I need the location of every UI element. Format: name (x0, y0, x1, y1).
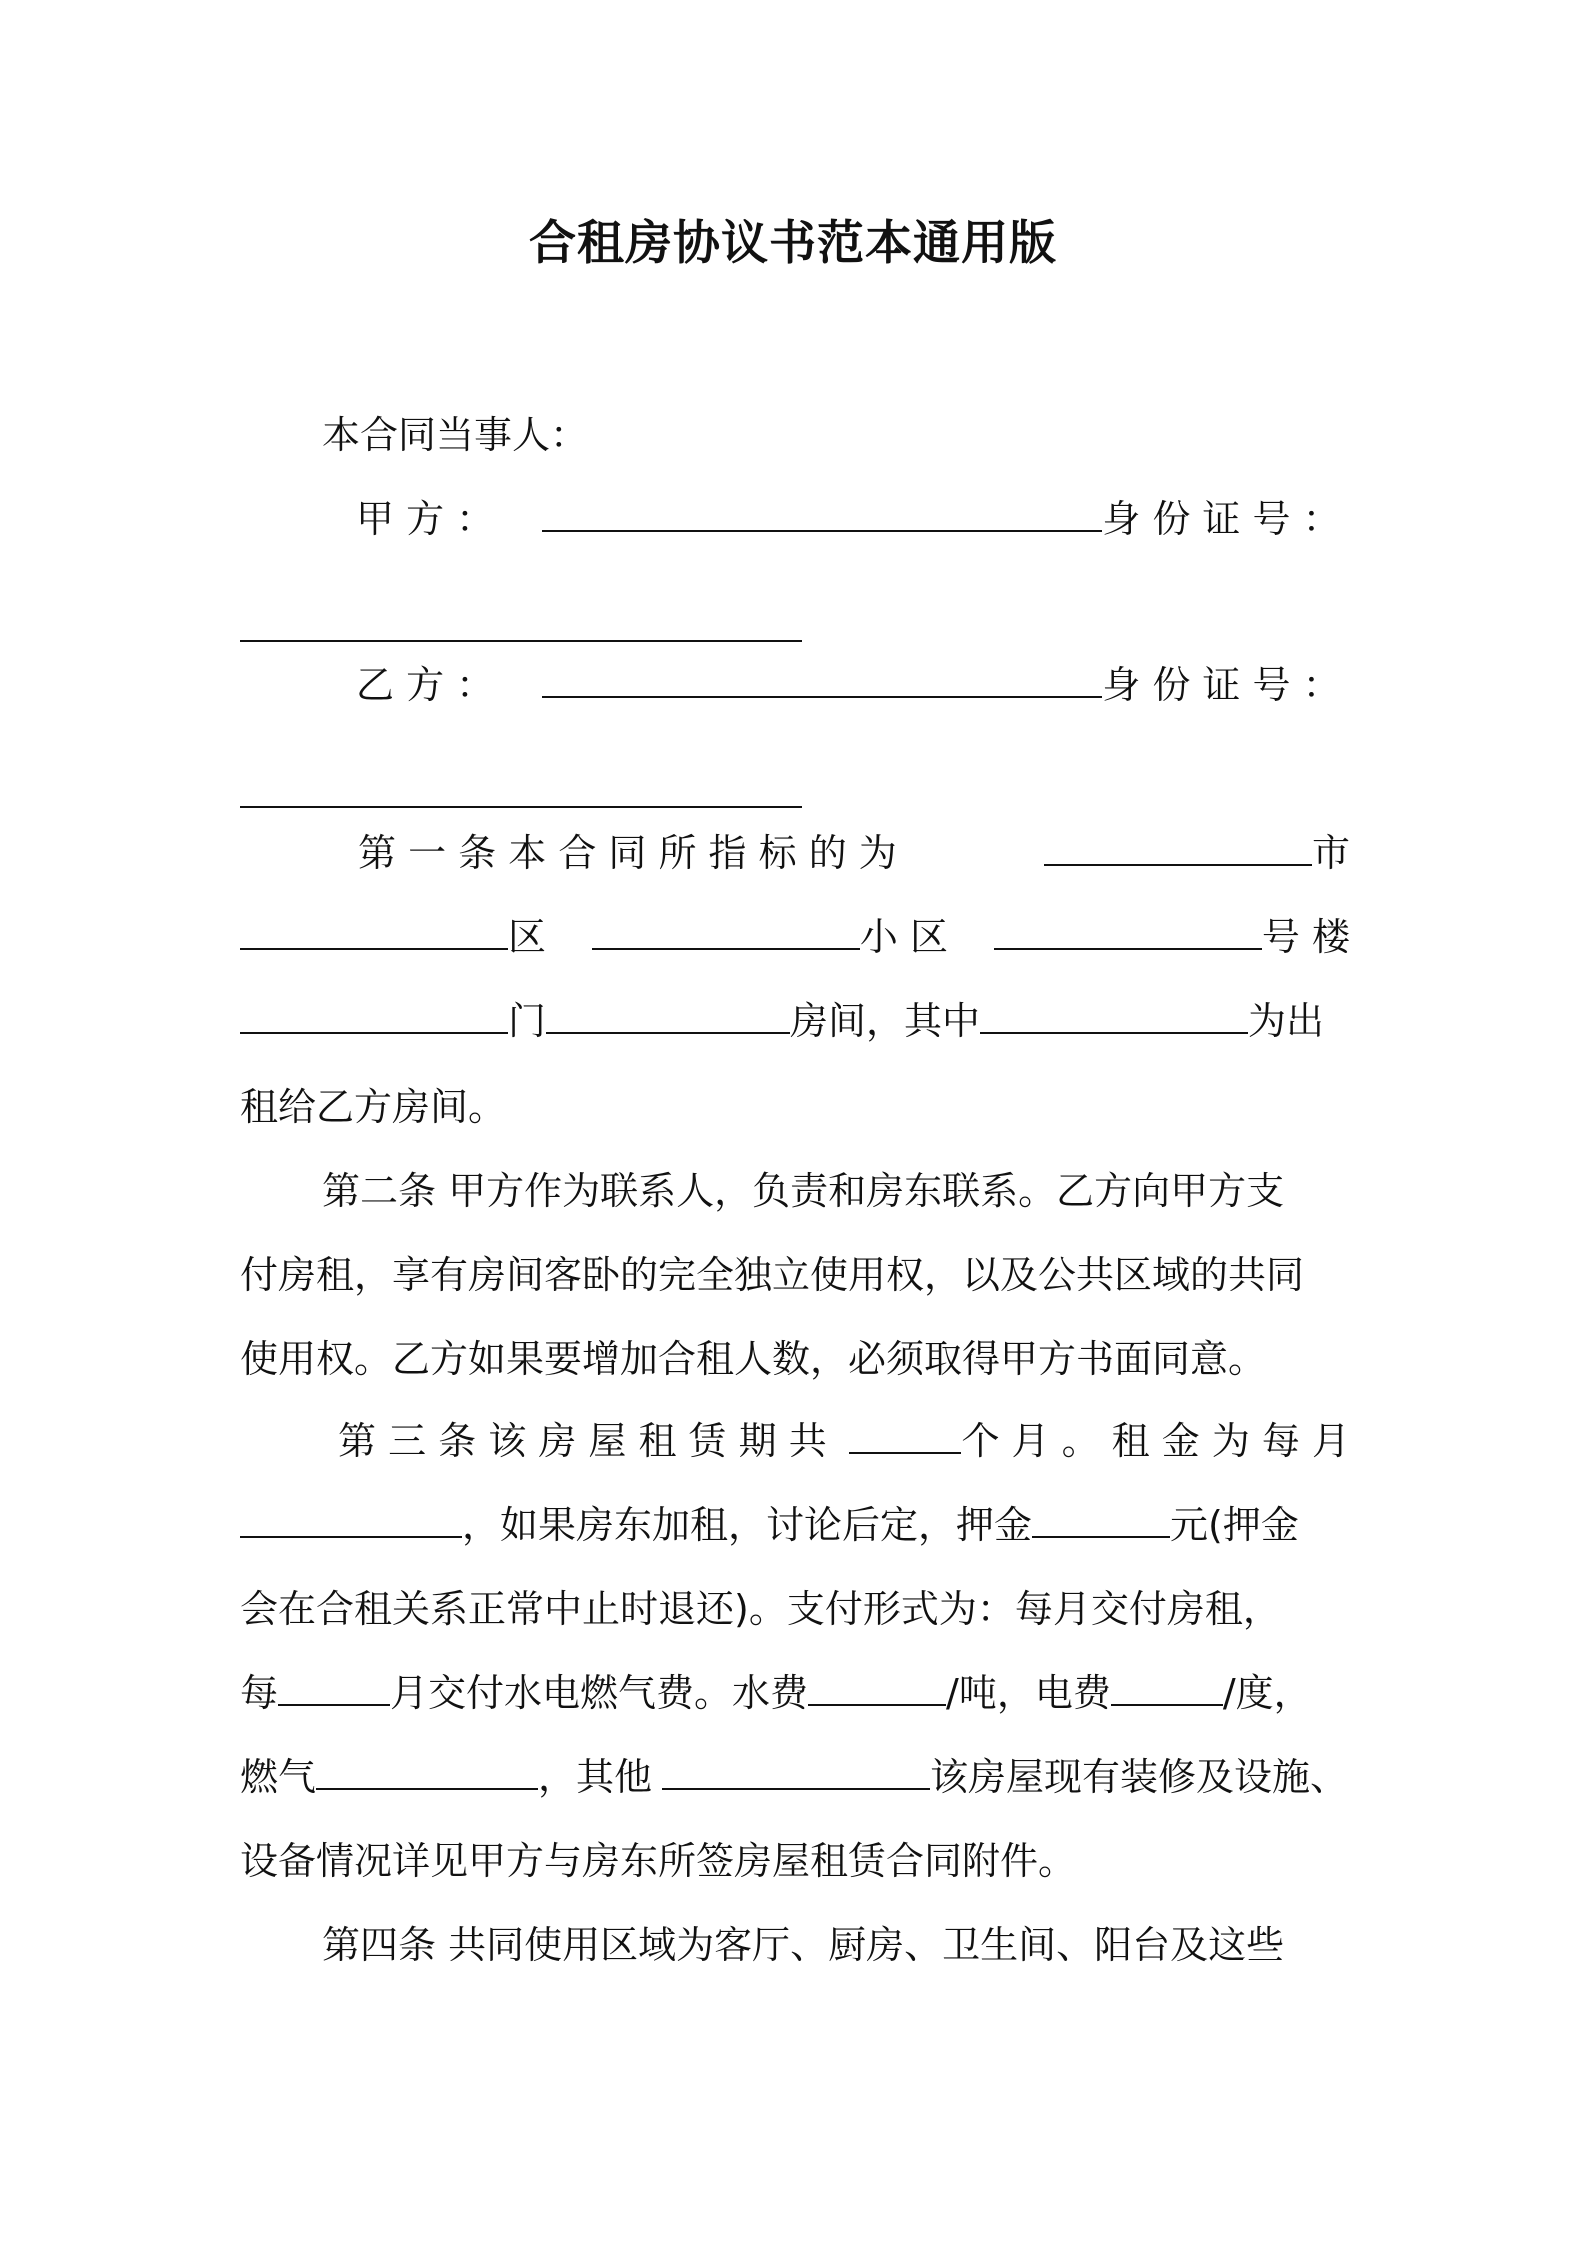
gas-label: 燃气 (240, 1755, 317, 1799)
door-label: 门 (508, 999, 547, 1043)
building-label: 号 楼 (1261, 915, 1350, 959)
district-blank (240, 914, 508, 950)
article-1-line-4: 租给乙方房间。 (240, 1085, 507, 1129)
party-b-label: 乙 方 ： (356, 663, 495, 707)
party-b-name-blank (542, 662, 1102, 698)
city-label: 市 (1311, 831, 1350, 875)
article-2-line-1: 第二条 甲方作为联系人，负责和房东联系。乙方向甲方支 (322, 1169, 1285, 1213)
other-fee-blank (662, 1754, 930, 1790)
article-1-line-1 (358, 826, 1350, 880)
district-label: 区 (508, 915, 547, 959)
document-title: 合租房协议书范本通用版 (529, 216, 1057, 271)
monthly-rent-blank (240, 1502, 462, 1538)
power-fee-blank (1111, 1670, 1223, 1706)
utility-months-blank (278, 1670, 390, 1706)
lease-months-label: 个 月 。 租 金 为 每 月 (961, 1419, 1350, 1463)
article-3-line-5 (240, 1750, 1350, 1804)
deposit-blank (1032, 1502, 1170, 1538)
article-3-line-1 (338, 1414, 1350, 1468)
equipment-label: 该房屋现有装修及设施、 (930, 1755, 1349, 1799)
party-a-id-label: 身 份 证 号 ： (1102, 497, 1341, 541)
water-unit-label: /吨，电费 (946, 1671, 1111, 1715)
article-2-line-3: 使用权。乙方如果要增加合租人数，必须取得甲方书面同意。 (240, 1337, 1267, 1381)
deposit-unit-label: 元(押金 (1170, 1503, 1299, 1547)
water-fee-blank (808, 1670, 946, 1706)
every-label: 每 (240, 1671, 279, 1715)
article-1-line-2 (240, 910, 1350, 964)
lease-months-blank (849, 1418, 961, 1454)
article-1-lead: 第 一 条 本 合 同 所 指 标 的 为 (358, 831, 897, 875)
article-3-line-6: 设备情况详见甲方与房东所签房屋租赁合同附件。 (240, 1839, 1077, 1883)
party-a-id-blank (240, 606, 802, 642)
party-a-id-line (240, 602, 1350, 656)
city-blank (1044, 830, 1312, 866)
gas-fee-blank (316, 1754, 538, 1790)
party-b-line (356, 658, 1466, 712)
article-3-line-3: 会在合租关系正常中止时退还)。支付形式为：每月交付房租， (240, 1587, 1281, 1631)
article-1-line-3 (240, 994, 1350, 1048)
party-a-name-blank (542, 496, 1102, 532)
article-3-lead: 第 三 条 该 房 屋 租 赁 期 共 (338, 1419, 827, 1463)
community-blank (592, 914, 860, 950)
article-3-line-4 (240, 1666, 1350, 1720)
party-b-id-line (240, 768, 1350, 822)
power-unit-label: /度， (1222, 1671, 1312, 1715)
rent-raise-label: ，如果房东加租，讨论后定，押金 (462, 1503, 1033, 1547)
party-b-id-blank (240, 772, 802, 808)
party-b-id-label: 身 份 证 号 ： (1102, 663, 1341, 707)
rent-out-label: 为出 (1248, 999, 1325, 1043)
parties-intro: 本合同当事人： (322, 413, 589, 457)
room-blank (546, 998, 790, 1034)
article-4-line-1: 第四条 共同使用区域为客厅、厨房、卫生间、阳台及这些 (322, 1923, 1285, 1967)
other-label: ，其他 (538, 1755, 653, 1799)
door-blank (240, 998, 508, 1034)
room-label: 房间，其中 (790, 999, 981, 1043)
article-3-line-2 (240, 1498, 1350, 1552)
party-a-line (356, 492, 1466, 546)
article-2-line-2: 付房租，享有房间客卧的完全独立使用权，以及公共区域的共同 (240, 1253, 1305, 1297)
building-blank (994, 914, 1262, 950)
community-label: 小 区 (859, 915, 948, 959)
rent-out-blank (980, 998, 1248, 1034)
utility-label: 月交付水电燃气费。水费 (390, 1671, 809, 1715)
party-a-label: 甲 方 ： (356, 497, 495, 541)
